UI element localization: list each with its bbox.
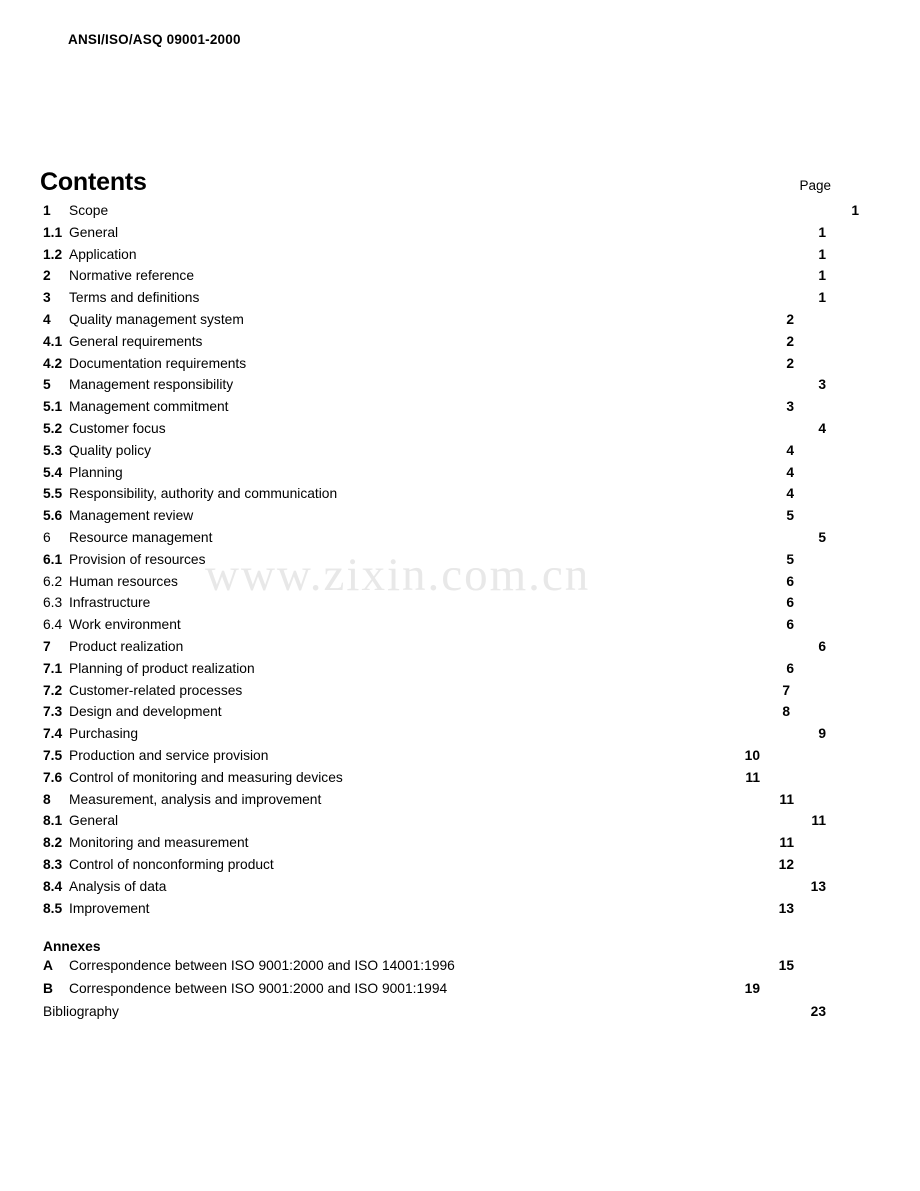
toc-entry-label: Provision of resources	[69, 551, 206, 567]
toc-entry[interactable]	[40, 639, 890, 661]
toc-entry-page-number: 4	[786, 464, 794, 480]
toc-entry-page-number: 3	[818, 377, 826, 393]
toc-entry-label: Quality policy	[69, 442, 152, 458]
document-header: ANSI/ISO/ASQ 09001-2000	[68, 32, 241, 47]
toc-entry-page-number: 5	[786, 551, 794, 567]
annex-entry-label: Correspondence between ISO 9001:2000 and ISO 9001:1994	[69, 980, 448, 996]
toc-entry-label: Responsibility, authority and communication	[69, 486, 338, 502]
table-of-contents	[40, 203, 890, 922]
toc-entry-number: 8	[43, 791, 51, 807]
toc-entry-page-number: 11	[811, 813, 826, 829]
toc-entry-number: 5	[43, 377, 51, 393]
annex-entry-label: Correspondence between ISO 9001:2000 and ISO 14001:1996	[69, 958, 455, 974]
toc-entry-page-number: 1	[851, 203, 859, 218]
toc-entry[interactable]	[40, 312, 890, 334]
toc-entry-page-number: 1	[818, 268, 826, 284]
toc-entry[interactable]	[40, 421, 890, 443]
toc-entry[interactable]	[40, 552, 890, 574]
annex-entry[interactable]	[40, 958, 890, 981]
toc-entry-number: 4.1	[43, 333, 63, 349]
toc-entry[interactable]	[40, 486, 890, 508]
bibliography-page-number: 23	[810, 1004, 826, 1020]
page-title: Contents	[40, 168, 147, 196]
toc-entry-number: 6.2	[43, 573, 63, 589]
toc-entry-page-number: 7	[782, 682, 790, 698]
toc-entry[interactable]	[40, 530, 890, 552]
toc-entry[interactable]	[40, 508, 890, 530]
toc-entry-label: Scope	[69, 203, 109, 218]
toc-entry-number: 4.2	[43, 355, 63, 371]
toc-entry-number: 4	[43, 311, 51, 327]
toc-entry-number: 1	[43, 203, 51, 218]
toc-entry-number: 1.1	[43, 224, 63, 240]
toc-entry-page-number: 2	[786, 333, 794, 349]
toc-entry[interactable]	[40, 290, 890, 312]
toc-entry-page-number: 5	[786, 508, 794, 524]
toc-entry-number: 5.4	[43, 464, 63, 480]
toc-entry[interactable]	[40, 399, 890, 421]
toc-entry-number: 8.4	[43, 878, 63, 894]
toc-entry-label: Control of monitoring and measuring devices	[69, 769, 343, 785]
annex-entry[interactable]	[40, 981, 890, 1004]
toc-entry-page-number: 6	[786, 617, 794, 633]
toc-entry-number: 8.2	[43, 835, 63, 851]
toc-entry-label: Measurement, analysis and improvement	[69, 791, 322, 807]
toc-entry-label: General	[69, 813, 119, 829]
toc-entry-number: 6.3	[43, 595, 63, 611]
toc-entry[interactable]	[40, 334, 890, 356]
toc-entry-label: Management review	[69, 508, 194, 524]
toc-entry-page-number: 3	[786, 399, 794, 415]
toc-entry-page-number: 11	[779, 835, 794, 851]
toc-entry-number: 6.4	[43, 617, 63, 633]
toc-entry-page-number: 11	[745, 769, 760, 785]
toc-entry-page-number: 10	[744, 747, 760, 763]
toc-entry[interactable]	[40, 683, 890, 705]
toc-entry-page-number: 11	[779, 791, 794, 807]
toc-entry-label: Planning	[69, 464, 123, 480]
toc-entry-label: Terms and definitions	[69, 290, 200, 306]
toc-entry-number: 5.1	[43, 399, 63, 415]
toc-entry-label: Documentation requirements	[69, 355, 247, 371]
toc-entry-number: 6	[43, 529, 51, 545]
toc-entry[interactable]	[40, 268, 890, 290]
page-column-header: Page	[799, 178, 831, 193]
toc-entry-number: 2	[43, 268, 51, 284]
toc-entry[interactable]	[40, 879, 890, 901]
bibliography-row[interactable]	[40, 1004, 890, 1027]
toc-entry-page-number: 4	[818, 420, 826, 436]
toc-entry-label: Management responsibility	[69, 377, 234, 393]
annex-entry-letter: B	[43, 980, 53, 996]
toc-entry-page-number: 8	[782, 704, 790, 720]
toc-entry-number: 3	[43, 290, 51, 306]
toc-entry-label: Product realization	[69, 638, 184, 654]
toc-entry-number: 7.4	[43, 726, 63, 742]
toc-entry-number: 8.1	[43, 813, 63, 829]
annex-entry-letter: A	[43, 958, 53, 974]
toc-entry[interactable]	[40, 748, 890, 770]
toc-entry-label: Customer-related processes	[69, 682, 243, 698]
toc-entry-number: 6.1	[43, 551, 63, 567]
toc-entry[interactable]	[40, 465, 890, 487]
contents-section	[40, 168, 890, 1027]
toc-entry[interactable]	[40, 574, 890, 596]
toc-entry[interactable]	[40, 704, 890, 726]
toc-entry-page-number: 2	[786, 311, 794, 327]
toc-entry-number: 8.3	[43, 856, 63, 872]
toc-entry[interactable]	[40, 726, 890, 748]
toc-entry-page-number: 13	[810, 878, 826, 894]
toc-entry[interactable]	[40, 901, 890, 923]
toc-entry-page-number: 13	[778, 900, 794, 916]
toc-entry-number: 5.3	[43, 442, 63, 458]
toc-entry-number: 7.6	[43, 769, 63, 785]
toc-entry-number: 5.5	[43, 486, 63, 502]
toc-entry-label: Application	[69, 246, 137, 262]
toc-entry[interactable]	[40, 617, 890, 639]
toc-entry[interactable]	[40, 595, 890, 617]
contents-title-row	[40, 168, 890, 197]
toc-entry-label: Planning of product realization	[69, 660, 255, 676]
watermark-text: www.zixin.com.cn	[205, 549, 591, 601]
toc-entry-label: Work environment	[69, 617, 181, 633]
toc-entry[interactable]	[40, 857, 890, 879]
annex-entry-page-number: 19	[744, 980, 760, 996]
toc-entry-number: 8.5	[43, 900, 63, 916]
toc-entry-page-number: 4	[786, 442, 794, 458]
toc-entry-label: General requirements	[69, 333, 203, 349]
toc-entry-number: 5.6	[43, 508, 63, 524]
toc-entry-number: 7.3	[43, 704, 63, 720]
toc-entry-label: Production and service provision	[69, 747, 269, 763]
toc-entry-page-number: 6	[786, 595, 794, 611]
toc-entry[interactable]	[40, 225, 890, 247]
toc-entry[interactable]	[40, 443, 890, 465]
toc-entry-label: Quality management system	[69, 311, 244, 327]
toc-entry-label: Resource management	[69, 529, 213, 545]
toc-entry-label: Normative reference	[69, 268, 194, 284]
annexes-list	[40, 958, 890, 1003]
toc-entry[interactable]	[40, 377, 890, 399]
toc-entry-number: 7.5	[43, 747, 63, 763]
toc-entry-label: Management commitment	[69, 399, 229, 415]
toc-entry-page-number: 9	[818, 726, 826, 742]
annex-entry-page-number: 15	[778, 958, 794, 974]
toc-entry-page-number: 2	[786, 355, 794, 371]
toc-entry-number: 7.2	[43, 682, 63, 698]
toc-entry-number: 1.2	[43, 246, 63, 262]
toc-entry-page-number: 6	[786, 660, 794, 676]
toc-entry[interactable]	[40, 835, 890, 857]
toc-entry-number: 5.2	[43, 420, 63, 436]
toc-entry-label: General	[69, 224, 119, 240]
toc-entry-number: 7	[43, 638, 51, 654]
toc-entry[interactable]	[40, 813, 890, 835]
toc-entry[interactable]	[40, 792, 890, 814]
toc-entry-label: Purchasing	[69, 726, 139, 742]
toc-entry-page-number: 6	[786, 573, 794, 589]
toc-entry-page-number: 1	[818, 246, 826, 262]
toc-entry[interactable]	[40, 203, 890, 225]
toc-entry-label: Analysis of data	[69, 878, 167, 894]
toc-entry[interactable]	[40, 356, 890, 378]
bibliography-label: Bibliography	[43, 1004, 119, 1020]
toc-entry-label: Design and development	[69, 704, 222, 720]
toc-entry-page-number: 1	[818, 290, 826, 306]
toc-entry-label: Monitoring and measurement	[69, 835, 249, 851]
toc-entry-label: Human resources	[69, 573, 178, 589]
annexes-heading: Annexes	[43, 939, 101, 955]
toc-entry[interactable]	[40, 247, 890, 269]
toc-entry-label: Customer focus	[69, 420, 166, 436]
toc-entry-page-number: 6	[818, 638, 826, 654]
toc-entry-page-number: 4	[786, 486, 794, 502]
toc-entry[interactable]	[40, 661, 890, 683]
toc-entry-label: Control of nonconforming product	[69, 856, 274, 872]
toc-entry-label: Improvement	[69, 900, 150, 916]
toc-entry-page-number: 5	[818, 529, 826, 545]
toc-entry-page-number: 1	[818, 224, 826, 240]
toc-entry[interactable]	[40, 770, 890, 792]
toc-entry-number: 7.1	[43, 660, 63, 676]
toc-entry-label: Infrastructure	[69, 595, 151, 611]
toc-entry-page-number: 12	[778, 856, 794, 872]
